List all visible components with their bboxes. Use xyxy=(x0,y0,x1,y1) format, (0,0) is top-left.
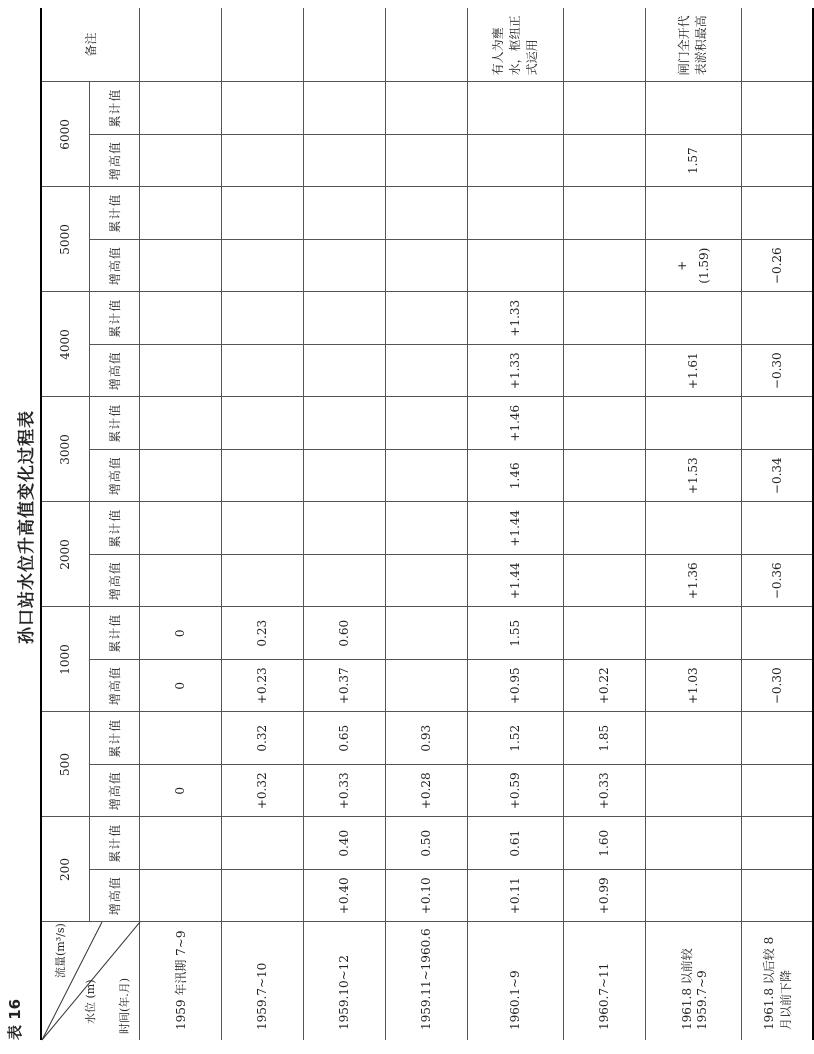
increase-value-cell xyxy=(385,660,467,713)
time-cell: 1961.8 以前较 1959.7~9 xyxy=(645,922,741,1040)
increase-value-cell: 1.46 xyxy=(467,449,563,502)
increase-value-cell: +0.10 xyxy=(385,870,467,923)
cumulative-value-cell xyxy=(741,712,813,765)
increase-value-cell xyxy=(645,765,741,818)
time-cell: 1960.7~11 xyxy=(563,922,645,1040)
increase-value-cell: +0.95 xyxy=(467,660,563,713)
increase-value-cell xyxy=(221,134,303,187)
cumulative-value-cell: 1.60 xyxy=(563,817,645,870)
cumulative-value-cell xyxy=(741,82,813,135)
cumulative-value-cell xyxy=(741,292,813,345)
increase-value-cell xyxy=(385,344,467,397)
increase-value-cell: +1.03 xyxy=(645,660,741,713)
time-cell: 1959.7~10 xyxy=(221,922,303,1040)
cumulative-value-cell xyxy=(385,82,467,135)
cumulative-value-cell: 1.52 xyxy=(467,712,563,765)
cumulative-value-cell xyxy=(139,187,221,240)
cumulative-value-cell xyxy=(645,397,741,450)
cumulative-value-cell: 0.61 xyxy=(467,817,563,870)
increase-value-cell: 0 xyxy=(139,660,221,713)
cumulative-value-cell xyxy=(741,397,813,450)
subheader-increase: 增高值 xyxy=(89,134,139,187)
increase-value-cell xyxy=(303,239,385,292)
increase-value-cell xyxy=(139,134,221,187)
subheader-cumulative: 累计值 xyxy=(89,397,139,450)
cumulative-value-cell xyxy=(303,502,385,555)
cumulative-value-cell: 0.32 xyxy=(221,712,303,765)
increase-value-cell: +0.37 xyxy=(303,660,385,713)
cumulative-value-cell xyxy=(563,82,645,135)
cumulative-value-cell: +1.33 xyxy=(467,292,563,345)
subheader-increase: 增高值 xyxy=(89,870,139,923)
increase-value-cell xyxy=(221,554,303,607)
increase-value-cell xyxy=(563,239,645,292)
cumulative-value-cell xyxy=(221,292,303,345)
cumulative-value-cell xyxy=(563,502,645,555)
increase-value-cell xyxy=(303,449,385,502)
cumulative-value-cell xyxy=(385,187,467,240)
sub-header-row xyxy=(89,8,139,1040)
cumulative-value-cell xyxy=(741,187,813,240)
cumulative-value-cell xyxy=(385,607,467,660)
cumulative-value-cell: 0.65 xyxy=(303,712,385,765)
increase-value-cell xyxy=(221,449,303,502)
cumulative-value-cell xyxy=(139,502,221,555)
cumulative-value-cell xyxy=(563,187,645,240)
cumulative-value-cell xyxy=(303,397,385,450)
table-row xyxy=(645,8,741,1040)
increase-value-cell xyxy=(139,554,221,607)
cumulative-value-cell xyxy=(645,187,741,240)
group-header-2000: 2000 xyxy=(41,502,89,607)
cumulative-value-cell xyxy=(741,502,813,555)
increase-value-cell xyxy=(385,449,467,502)
cumulative-value-cell: +1.46 xyxy=(467,397,563,450)
group-header-5000: 5000 xyxy=(41,187,89,292)
increase-value-cell: +0.33 xyxy=(303,765,385,818)
time-cell: 1959.10~12 xyxy=(303,922,385,1040)
cumulative-value-cell xyxy=(645,82,741,135)
increase-value-cell: +0.28 xyxy=(385,765,467,818)
subheader-cumulative: 累计值 xyxy=(89,187,139,240)
time-cell: 1959.11~1960.6 xyxy=(385,922,467,1040)
increase-value-cell xyxy=(741,870,813,923)
cumulative-value-cell xyxy=(645,292,741,345)
increase-value-cell xyxy=(385,239,467,292)
increase-value-cell: +0.11 xyxy=(467,870,563,923)
cumulative-value-cell xyxy=(645,817,741,870)
cumulative-value-cell: 0.40 xyxy=(303,817,385,870)
cumulative-value-cell xyxy=(563,607,645,660)
subheader-increase: 增高值 xyxy=(89,554,139,607)
group-header-row xyxy=(41,8,89,1040)
increase-value-cell: −0.30 xyxy=(741,344,813,397)
increase-value-cell xyxy=(139,239,221,292)
increase-value-cell: +0.23 xyxy=(221,660,303,713)
increase-value-cell: +1.36 xyxy=(645,554,741,607)
increase-value-cell: +1.44 xyxy=(467,554,563,607)
cumulative-value-cell xyxy=(221,397,303,450)
corner-flow-label: 流量(m³/s) xyxy=(54,923,67,978)
increase-value-cell xyxy=(645,870,741,923)
increase-value-cell: +0.99 xyxy=(563,870,645,923)
cumulative-value-cell xyxy=(221,502,303,555)
increase-value-cell xyxy=(467,134,563,187)
page-title: 孙口站水位升高值变化过程表 xyxy=(17,410,37,644)
cumulative-value-cell xyxy=(645,607,741,660)
table-row xyxy=(221,8,303,1040)
increase-value-cell: +0.59 xyxy=(467,765,563,818)
increase-value-cell: +1.61 xyxy=(645,344,741,397)
corner-time-label: 时间(年.月) xyxy=(118,977,131,1034)
group-header-500: 500 xyxy=(41,712,89,817)
increase-value-cell xyxy=(563,134,645,187)
increase-value-cell xyxy=(303,344,385,397)
cumulative-value-cell xyxy=(385,502,467,555)
increase-value-cell xyxy=(741,134,813,187)
increase-value-cell: −0.30 xyxy=(741,660,813,713)
cumulative-value-cell: 1.55 xyxy=(467,607,563,660)
increase-value-cell xyxy=(221,870,303,923)
increase-value-cell xyxy=(563,344,645,397)
note-cell xyxy=(221,8,303,82)
cumulative-value-cell xyxy=(563,397,645,450)
increase-value-cell xyxy=(139,344,221,397)
cumulative-value-cell xyxy=(563,292,645,345)
time-cell: 1959 年汛期 7~9 xyxy=(139,922,221,1040)
cumulative-value-cell xyxy=(645,502,741,555)
cumulative-value-cell xyxy=(741,817,813,870)
subheader-increase: 增高值 xyxy=(89,765,139,818)
cumulative-value-cell xyxy=(139,712,221,765)
group-header-1000: 1000 xyxy=(41,607,89,712)
increase-value-cell xyxy=(741,765,813,818)
subheader-cumulative: 累计值 xyxy=(89,607,139,660)
note-cell xyxy=(303,8,385,82)
table-row xyxy=(563,8,645,1040)
data-table xyxy=(40,8,814,1040)
subheader-increase: 增高值 xyxy=(89,239,139,292)
cumulative-value-cell xyxy=(139,82,221,135)
cumulative-value-cell xyxy=(467,187,563,240)
table-row xyxy=(385,8,467,1040)
increase-value-cell: +1.33 xyxy=(467,344,563,397)
cumulative-value-cell xyxy=(467,82,563,135)
cumulative-value-cell xyxy=(139,397,221,450)
increase-value-cell xyxy=(303,554,385,607)
note-cell xyxy=(741,8,813,82)
cumulative-value-cell: 0.23 xyxy=(221,607,303,660)
subheader-increase: 增高值 xyxy=(89,344,139,397)
increase-value-cell xyxy=(221,344,303,397)
group-header-200: 200 xyxy=(41,817,89,922)
group-header-4000: 4000 xyxy=(41,292,89,397)
increase-value-cell: −0.26 xyxy=(741,239,813,292)
cumulative-value-cell xyxy=(645,712,741,765)
cumulative-value-cell: +1.44 xyxy=(467,502,563,555)
increase-value-cell xyxy=(385,554,467,607)
cumulative-value-cell xyxy=(385,397,467,450)
increase-value-cell: 1.57 xyxy=(645,134,741,187)
note-cell xyxy=(385,8,467,82)
subheader-cumulative: 累计值 xyxy=(89,82,139,135)
corner-cell xyxy=(41,922,139,1040)
increase-value-cell: +0.22 xyxy=(563,660,645,713)
cumulative-value-cell: 1.85 xyxy=(563,712,645,765)
increase-value-cell: −0.34 xyxy=(741,449,813,502)
cumulative-value-cell: 0.93 xyxy=(385,712,467,765)
value-paren: (1.59) xyxy=(697,247,711,284)
increase-value-cell xyxy=(221,239,303,292)
increase-value-cell: +0.32 xyxy=(221,765,303,818)
increase-value-cell: −0.36 xyxy=(741,554,813,607)
group-header-3000: 3000 xyxy=(41,397,89,502)
cumulative-value-cell xyxy=(303,187,385,240)
cumulative-value-cell: 0.50 xyxy=(385,817,467,870)
cumulative-value-cell: 0 xyxy=(139,607,221,660)
cumulative-value-cell xyxy=(221,187,303,240)
increase-value-cell xyxy=(303,134,385,187)
subheader-cumulative: 累计值 xyxy=(89,712,139,765)
note-cell: 闸门全开代表淤积最高 xyxy=(645,8,741,82)
cumulative-value-cell xyxy=(385,292,467,345)
cumulative-value-cell xyxy=(221,817,303,870)
note-cell xyxy=(139,8,221,82)
increase-value-cell xyxy=(563,449,645,502)
increase-value-cell: +1.53 xyxy=(645,449,741,502)
increase-value-cell xyxy=(467,239,563,292)
table-row xyxy=(741,8,813,1040)
increase-value-cell xyxy=(385,134,467,187)
cumulative-value-cell: 0.60 xyxy=(303,607,385,660)
time-cell: 1960.1~9 xyxy=(467,922,563,1040)
table-row xyxy=(303,8,385,1040)
cumulative-value-cell xyxy=(303,292,385,345)
subheader-cumulative: 累计值 xyxy=(89,817,139,870)
subheader-cumulative: 累计值 xyxy=(89,502,139,555)
table-label: 表 16 xyxy=(6,998,24,1040)
time-cell: 1961.8 以后较 8 月以前下降 xyxy=(741,922,813,1040)
subheader-increase: 增高值 xyxy=(89,449,139,502)
note-header: 备注 xyxy=(41,8,139,82)
cumulative-value-cell xyxy=(139,292,221,345)
note-cell xyxy=(563,8,645,82)
subheader-increase: 增高值 xyxy=(89,660,139,713)
increase-value-cell: +0.40 xyxy=(303,870,385,923)
increase-value-cell: 0 xyxy=(139,765,221,818)
cumulative-value-cell xyxy=(741,607,813,660)
table-body xyxy=(139,8,813,1040)
table-row xyxy=(467,8,563,1040)
increase-value-cell xyxy=(645,239,741,292)
cumulative-value-cell xyxy=(303,82,385,135)
cumulative-value-cell xyxy=(139,817,221,870)
increase-value-cell xyxy=(139,870,221,923)
value-sign: + xyxy=(675,260,689,271)
increase-value-cell: +0.33 xyxy=(563,765,645,818)
increase-value-cell xyxy=(139,449,221,502)
group-header-6000: 6000 xyxy=(41,82,89,187)
cumulative-value-cell xyxy=(221,82,303,135)
note-cell: 有人为壅水，枢纽正式运用 xyxy=(467,8,563,82)
table-row xyxy=(139,8,221,1040)
increase-value-cell xyxy=(563,554,645,607)
corner-level-label: 水位 (m) xyxy=(84,979,97,1024)
subheader-cumulative: 累计值 xyxy=(89,292,139,345)
